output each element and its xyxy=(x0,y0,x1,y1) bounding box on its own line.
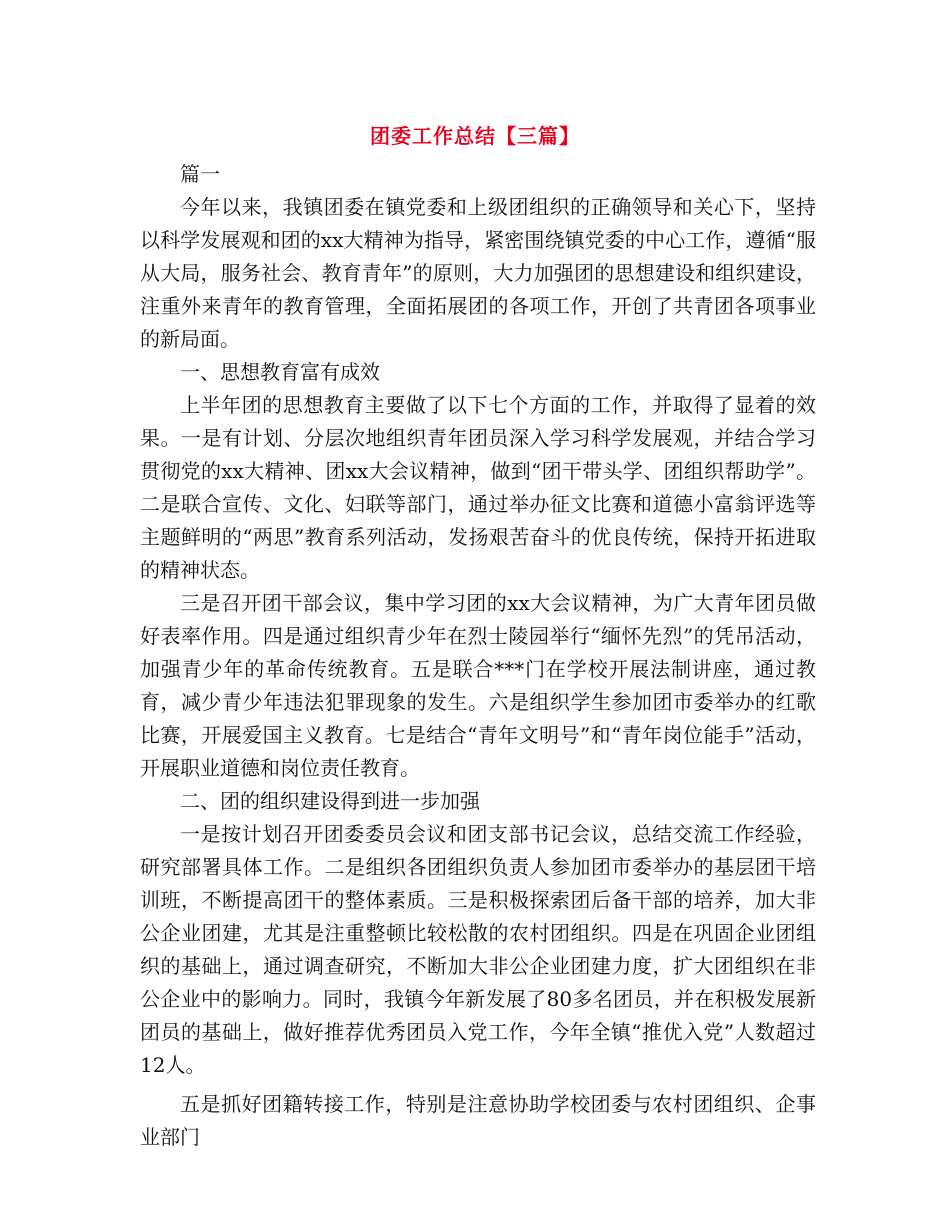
paragraph: 一是按计划召开团委委员会议和团支部书记会议，总结交流工作经验，研究部署具体工作。二是组织各团组织负责人参加团市委举办的基层团干培训班，不断提高团干的整体素质。三是积极探索团后备干部的培养，加大非公企业团建，尤其是注重整顿比较松散的农村团组织。四是在巩固企业团组织的基础上，通过调查研究，不断加大非公企业团建力度，扩大团组织在非公企业中的影响力。同时，我镇今年新发展了80多名团员，并在积极发展新团员的基础上，做好推荐优秀团员入党工作，今年全镇“推优入党”人数超过12人。 xyxy=(140,822,816,1077)
paragraph: 五是抓好团籍转接工作，特别是注意协助学校团委与农村团组织、企事业部门 xyxy=(140,1092,816,1149)
document-body xyxy=(140,158,816,1154)
paragraph: 三是召开团干部会议，集中学习团的xx大会议精神，为广大青年团员做好表率作用。四是通过组织青少年在烈士陵园举行“缅怀先烈”的凭吊活动，加强青少年的革命传统教育。五是联合***门在学校开展法制讲座，通过教育，减少青少年违法犯罪现象的发生。六是组织学生参加团市委举办的红歌比赛，开展爱国主义教育。七是结合“青年文明号”和“青年岗位能手”活动，开展职业道德和岗位责任教育。 xyxy=(140,591,816,780)
paragraph: 今年以来，我镇团委在镇党委和上级团组织的正确领导和关心下，坚持以科学发展观和团的xx大精神为指导，紧密围绕镇党委的中心工作，遵循“服从大局，服务社会、教育青年”的原则，大力加强团的思想建设和组织建设，注重外来青年的教育管理，全面拓展团的各项工作，开创了共青团各项事业的新局面。 xyxy=(140,195,816,351)
document-title: 团委工作总结【三篇】 xyxy=(370,124,580,148)
section-label: 篇一 xyxy=(180,162,220,186)
paragraph: 上半年团的思想教育主要做了以下七个方面的工作，并取得了显着的效果。一是有计划、分层次地组织青年团员深入学习科学发展观，并结合学习贯彻党的xx大精神、团xx大会议精神，做到“团干带头学、团组织帮助学”。二是联合宣传、文化、妇联等部门，通过举办征文比赛和道德小富翁评选等主题鲜明的“两思”教育系列活动，发扬艰苦奋斗的优良传统，保持开拓进取的精神状态。 xyxy=(140,393,816,582)
section-heading: 二、团的组织建设得到进一步加强 xyxy=(180,789,480,813)
section-heading: 一、思想教育富有成效 xyxy=(180,360,380,384)
